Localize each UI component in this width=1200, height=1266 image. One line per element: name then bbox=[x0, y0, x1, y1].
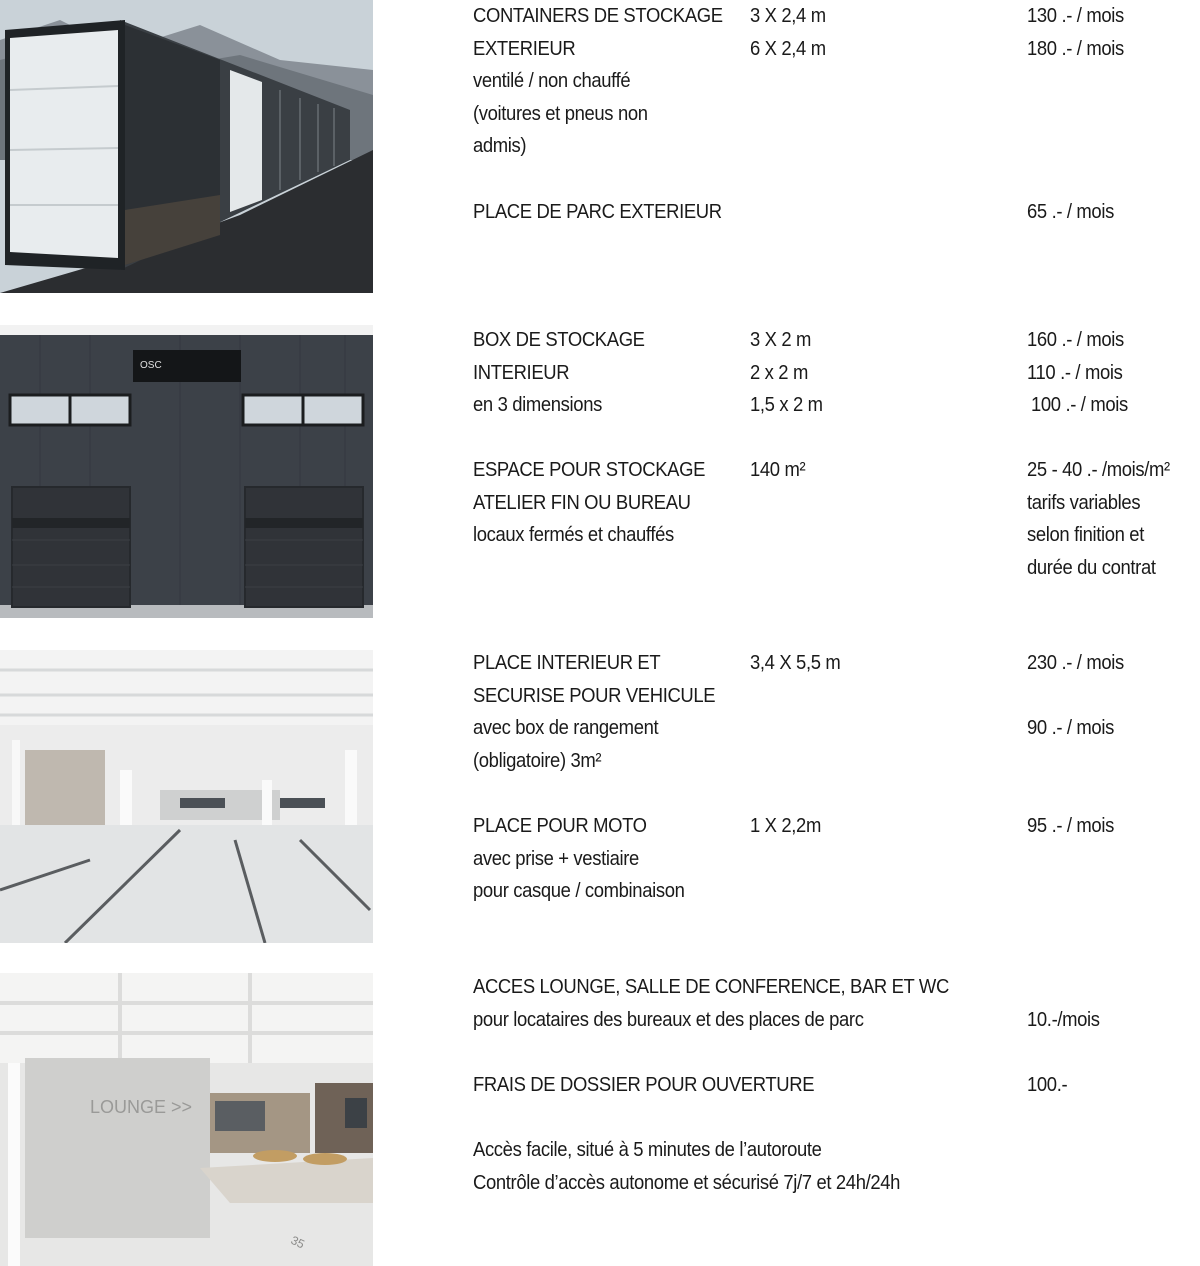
lounge-wall-sign: LOUNGE >> bbox=[90, 1097, 193, 1117]
espace-desc: locaux fermés et chauffés bbox=[473, 523, 674, 547]
containers-photo bbox=[0, 0, 373, 293]
lounge-desc: pour locataires des bureaux et des places de parc bbox=[473, 1007, 864, 1031]
frais-price: 100.- bbox=[1027, 1072, 1068, 1096]
vehicule-desc-1: avec box de rangement bbox=[473, 716, 659, 740]
containers-subtitle: EXTERIEUR bbox=[473, 36, 576, 60]
box-price-2: 110 .- / mois bbox=[1027, 360, 1123, 384]
espace-price-note-2: selon finition et bbox=[1027, 523, 1144, 547]
vehicule-title: PLACE INTERIEUR ET bbox=[473, 651, 661, 674]
containers-price-1: 130 .- / mois bbox=[1027, 4, 1124, 27]
vehicule-desc-2: (obligatoire) 3m² bbox=[473, 748, 602, 772]
box-size-2: 2 x 2 m bbox=[750, 360, 808, 384]
moto-desc-2: pour casque / combinaison bbox=[473, 879, 685, 903]
lounge-photo bbox=[0, 973, 373, 1266]
moto-title: PLACE POUR MOTO bbox=[473, 814, 647, 837]
espace-size: 140 m² bbox=[750, 458, 806, 481]
box-price-3: 100 .- / mois bbox=[1031, 393, 1128, 417]
espace-subtitle: ATELIER FIN OU BUREAU bbox=[473, 490, 691, 514]
containers-desc-3: admis) bbox=[473, 134, 527, 158]
footer-control: Contrôle d’accès autonome et sécurisé 7j/7 et 24h/24h bbox=[473, 1170, 901, 1194]
facade-sign: OSC bbox=[140, 360, 162, 371]
parking-ext-price: 65 .- / mois bbox=[1027, 199, 1114, 223]
espace-price-note-1: tarifs variables bbox=[1027, 490, 1141, 514]
frais-label: FRAIS DE DOSSIER POUR OUVERTURE bbox=[473, 1072, 815, 1096]
containers-price-2: 180 .- / mois bbox=[1027, 36, 1124, 60]
box-title: BOX DE STOCKAGE bbox=[473, 328, 645, 351]
moto-size: 1 X 2,2m bbox=[750, 814, 821, 837]
vehicule-box-price: 90 .- / mois bbox=[1027, 716, 1114, 740]
lounge-title: ACCES LOUNGE, SALLE DE CONFERENCE, BAR ET WC bbox=[473, 975, 949, 998]
containers-size-2: 6 X 2,4 m bbox=[750, 36, 826, 60]
box-subtitle: INTERIEUR bbox=[473, 360, 570, 384]
espace-price: 25 - 40 .- /mois/m² bbox=[1027, 458, 1170, 481]
vehicule-size: 3,4 X 5,5 m bbox=[750, 651, 841, 674]
containers-desc-2: (voitures et pneus non bbox=[473, 101, 648, 125]
containers-title: CONTAINERS DE STOCKAGE bbox=[473, 4, 723, 27]
footer-access: Accès facile, situé à 5 minutes de l’autoroute bbox=[473, 1138, 822, 1161]
box-size-3: 1,5 x 2 m bbox=[750, 393, 823, 417]
espace-title: ESPACE POUR STOCKAGE bbox=[473, 458, 706, 481]
parking-hall-photo bbox=[0, 650, 373, 943]
lounge-price: 10.-/mois bbox=[1027, 1007, 1100, 1031]
floor-marking: 35 bbox=[288, 1233, 307, 1252]
espace-price-note-3: durée du contrat bbox=[1027, 555, 1156, 579]
moto-price: 95 .- / mois bbox=[1027, 814, 1114, 837]
box-size-1: 3 X 2 m bbox=[750, 328, 812, 351]
box-price-1: 160 .- / mois bbox=[1027, 328, 1124, 351]
containers-size-1: 3 X 2,4 m bbox=[750, 4, 826, 27]
parking-ext-label: PLACE DE PARC EXTERIEUR bbox=[473, 199, 722, 223]
containers-desc-1: ventilé / non chauffé bbox=[473, 69, 631, 93]
vehicule-price: 230 .- / mois bbox=[1027, 651, 1124, 674]
moto-desc-1: avec prise + vestiaire bbox=[473, 846, 639, 870]
facade-photo bbox=[0, 325, 373, 618]
box-desc: en 3 dimensions bbox=[473, 393, 602, 417]
vehicule-subtitle: SECURISE POUR VEHICULE bbox=[473, 683, 716, 707]
